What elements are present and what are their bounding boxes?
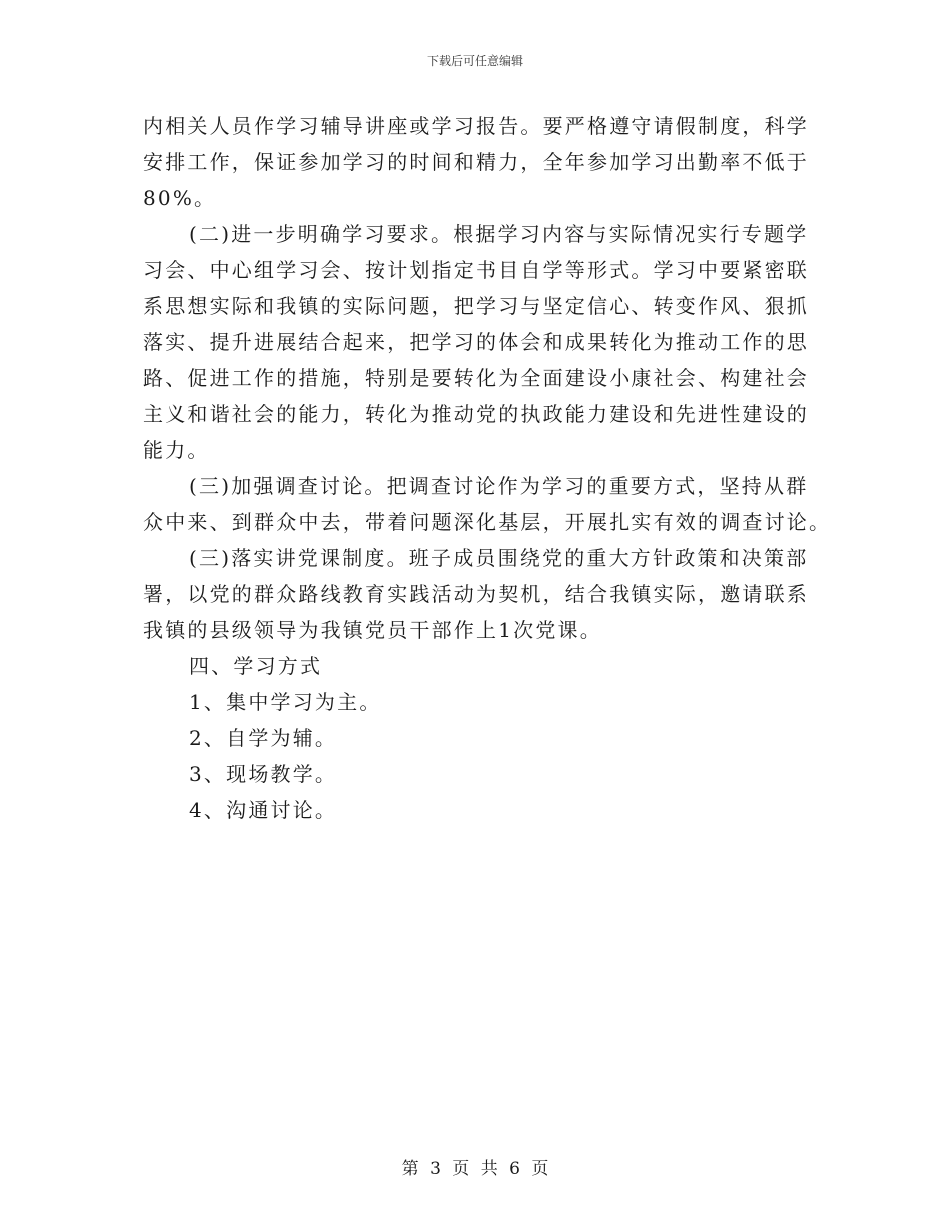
paragraph-3-first-line: (三)加强调查讨论。把调查讨论作为学习的重要方式，坚持从群 [189, 474, 809, 498]
text-line: 路、促进工作的措施，特别是要转化为全面建设小康社会、构建社会 [143, 366, 809, 390]
list-item: 1、集中学习为主。 [189, 690, 382, 714]
page-footer: 第 3 页 共 6 页 [401, 1159, 549, 1179]
text-line: 众中来、到群众中去，带着问题深化基层，开展扎实有效的调查讨论。 [143, 510, 832, 534]
text-line: 能力。 [143, 438, 210, 462]
text-line: 安排工作，保证参加学习的时间和精力，全年参加学习出勤率不低于 [143, 150, 809, 174]
page-header: 下载后可任意编辑 [426, 54, 523, 68]
text-line: 80%。 [143, 186, 217, 210]
text-line: 落实、提升进展结合起来，把学习的体会和成果转化为推动工作的思 [143, 330, 809, 354]
text-line: 主义和谐社会的能力，转化为推动党的执政能力建设和先进性建设的 [143, 402, 809, 426]
list-item: 2、自学为辅。 [189, 726, 338, 750]
list-item: 3、现场教学。 [189, 762, 338, 786]
text-line: 署，以党的群众路线教育实践活动为契机，结合我镇实际，邀请联系 [143, 582, 809, 606]
paragraph-2-first-line: (二)进一步明确学习要求。根据学习内容与实际情况实行专题学 [189, 222, 809, 246]
section-heading: 四、学习方式 [189, 654, 323, 678]
text-line: 系思想实际和我镇的实际问题，把学习与坚定信心、转变作风、狠抓 [143, 294, 809, 318]
list-item: 4、沟通讨论。 [189, 798, 338, 822]
document-body [143, 108, 832, 828]
text-line: 我镇的县级领导为我镇党员干部作上1次党课。 [143, 618, 602, 642]
paragraph-4-first-line: (三)落实讲党课制度。班子成员围绕党的重大方针政策和决策部 [189, 546, 809, 570]
text-line: 习会、中心组学习会、按计划指定书目自学等形式。学习中要紧密联 [143, 258, 809, 282]
text-line: 内相关人员作学习辅导讲座或学习报告。要严格遵守请假制度，科学 [143, 114, 809, 138]
